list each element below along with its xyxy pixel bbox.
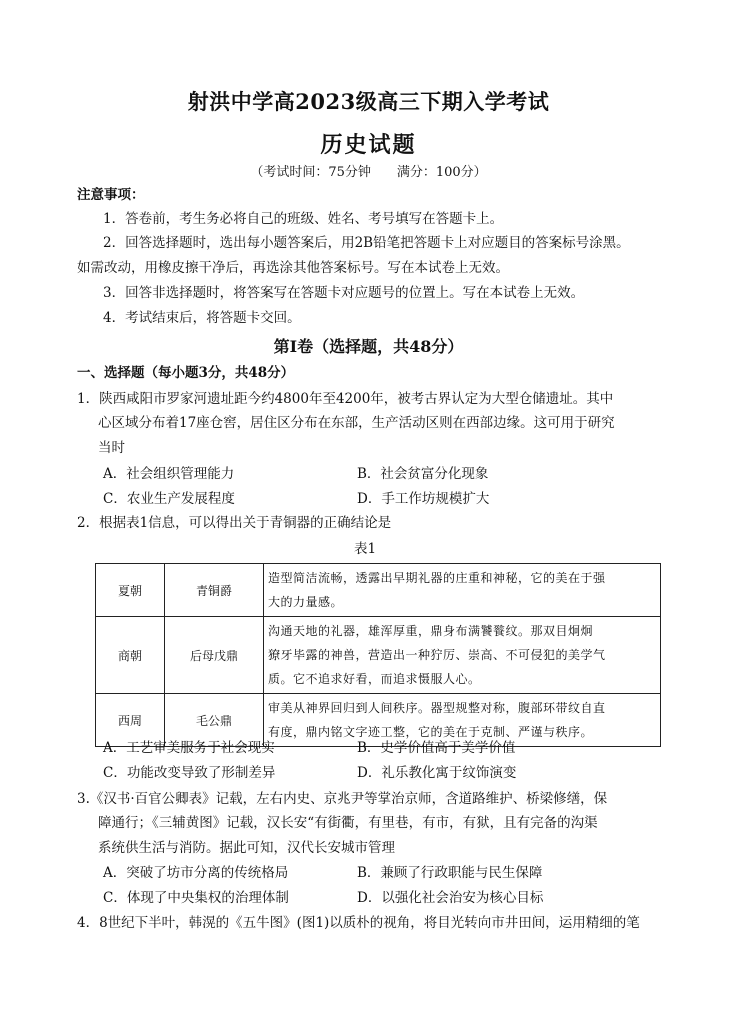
question-1-line: 心区域分布着17座仓窖，居住区分布在东部，生产活动区则在西部边缘。这可用于研究 (98, 415, 615, 431)
exam-info: （考试时间：75分钟 满分：100分） (250, 165, 487, 180)
table-cell-dynasty: 商朝 (96, 617, 165, 694)
notice-item: 4．考试结束后，将答题卡交回。 (103, 310, 301, 326)
question-3-line: 障通行；《三辅黄图》记载，汉长安“有街衢，有里巷，有市，有狱，且有完备的沟渠 (98, 815, 598, 831)
question-2-option-b: B．史学价值高于美学价值 (357, 740, 516, 756)
table-cell-description (264, 564, 661, 617)
notice-item: 1．答卷前，考生务必将自己的班级、姓名、考号填写在答题卡上。 (103, 211, 504, 227)
table-cell-description (264, 617, 661, 694)
question-2-option-a: A．工艺审美服务于社会现实 (103, 740, 275, 756)
table-cell-item: 青铜爵 (165, 564, 264, 617)
table-cell-item: 毛公鼎 (165, 694, 264, 747)
notice-item: 如需改动，用橡皮擦干净后，再选涂其他答案标号。写在本试卷上无效。 (77, 260, 509, 276)
question-1-line: 当时 (98, 440, 125, 456)
question-4-line: 4．8世纪下半叶，韩滉的《五牛图》(图1)以质朴的视角，将目光转向市井田间，运用精细的笔 (77, 915, 640, 931)
question-1-option-d: D．手工作坊规模扩大 (357, 491, 490, 507)
notice-item: 3．回答非选择题时，将答案写在答题卡对应题号的位置上。写在本试卷上无效。 (103, 285, 585, 301)
question-3-line: 系统供生活与消防。据此可知，汉代长安城市管理 (98, 840, 395, 856)
question-3-option-d: D．以强化社会治安为核心目标 (357, 890, 544, 906)
bronze-table (95, 563, 661, 747)
notice-item: 2．回答选择题时，选出每小题答案后，用2B铅笔把答题卡上对应题目的答案标号涂黑。 (103, 235, 630, 251)
description-line: 质。它不追求好看，而追求慑服人心。 (268, 672, 481, 686)
question-1-option-b: B．社会贫富分化现象 (357, 466, 489, 482)
description-line: 有度，鼎内铭文字迹工整，它的美在于克制、严谨与秩序。 (268, 725, 594, 739)
question-1-option-c: C．农业生产发展程度 (103, 491, 235, 507)
question-2-option-c: C．功能改变导致了形制差异 (103, 765, 276, 781)
table-cell-dynasty: 夏朝 (96, 564, 165, 617)
table-cell-item: 后母戊鼎 (165, 617, 264, 694)
description-line: 沟通天地的礼器，雄浑厚重，鼎身布满饕餮纹。那双目炯炯 (268, 624, 594, 638)
description-line: 大的力量感。 (268, 595, 344, 609)
notice-heading: 注意事项： (77, 187, 145, 203)
table-row (96, 564, 661, 617)
subject-title: 历史试题 (320, 132, 417, 158)
question-2-option-d: D．礼乐教化寓于纹饰演变 (357, 765, 517, 781)
table-row (96, 617, 661, 694)
question-2-stem: 2．根据表1信息，可以得出关于青铜器的正确结论是 (77, 515, 392, 531)
description-line: 造型简洁流畅，透露出早期礼器的庄重和神秘，它的美在于强 (268, 571, 606, 585)
question-3-option-b: B．兼顾了行政职能与民生保障 (357, 865, 543, 881)
section-title: 第Ⅰ卷（选择题，共48分） (273, 337, 464, 356)
question-3-option-a: A．突破了坊市分离的传统格局 (103, 865, 289, 881)
question-1-line: 1．陕西咸阳市罗家河遗址距今约4800年至4200年，被考古界认定为大型仓储遗址。其中 (77, 391, 614, 407)
table-cell-dynasty: 西周 (96, 694, 165, 747)
description-line: 獠牙毕露的神兽，营造出一种狞厉、崇高、不可侵犯的美学气 (268, 648, 606, 662)
exam-title: 射洪中学高2023级高三下期入学考试 (187, 89, 550, 114)
question-1-option-a: A．社会组织管理能力 (103, 466, 235, 482)
part-heading: 一、选择题（每小题3分，共48分） (77, 365, 295, 381)
question-3-option-c: C．体现了中央集权的治理体制 (103, 890, 289, 906)
table-caption: 表1 (354, 541, 377, 557)
description-line: 审美从神界回归到人间秩序。器型规整对称，腹部环带纹自直 (268, 701, 606, 715)
question-3-line: 3.《汉书·百官公卿表》记载，左右内史、京兆尹等掌治京师，含道路维护、桥梁修缮，保 (77, 791, 608, 807)
